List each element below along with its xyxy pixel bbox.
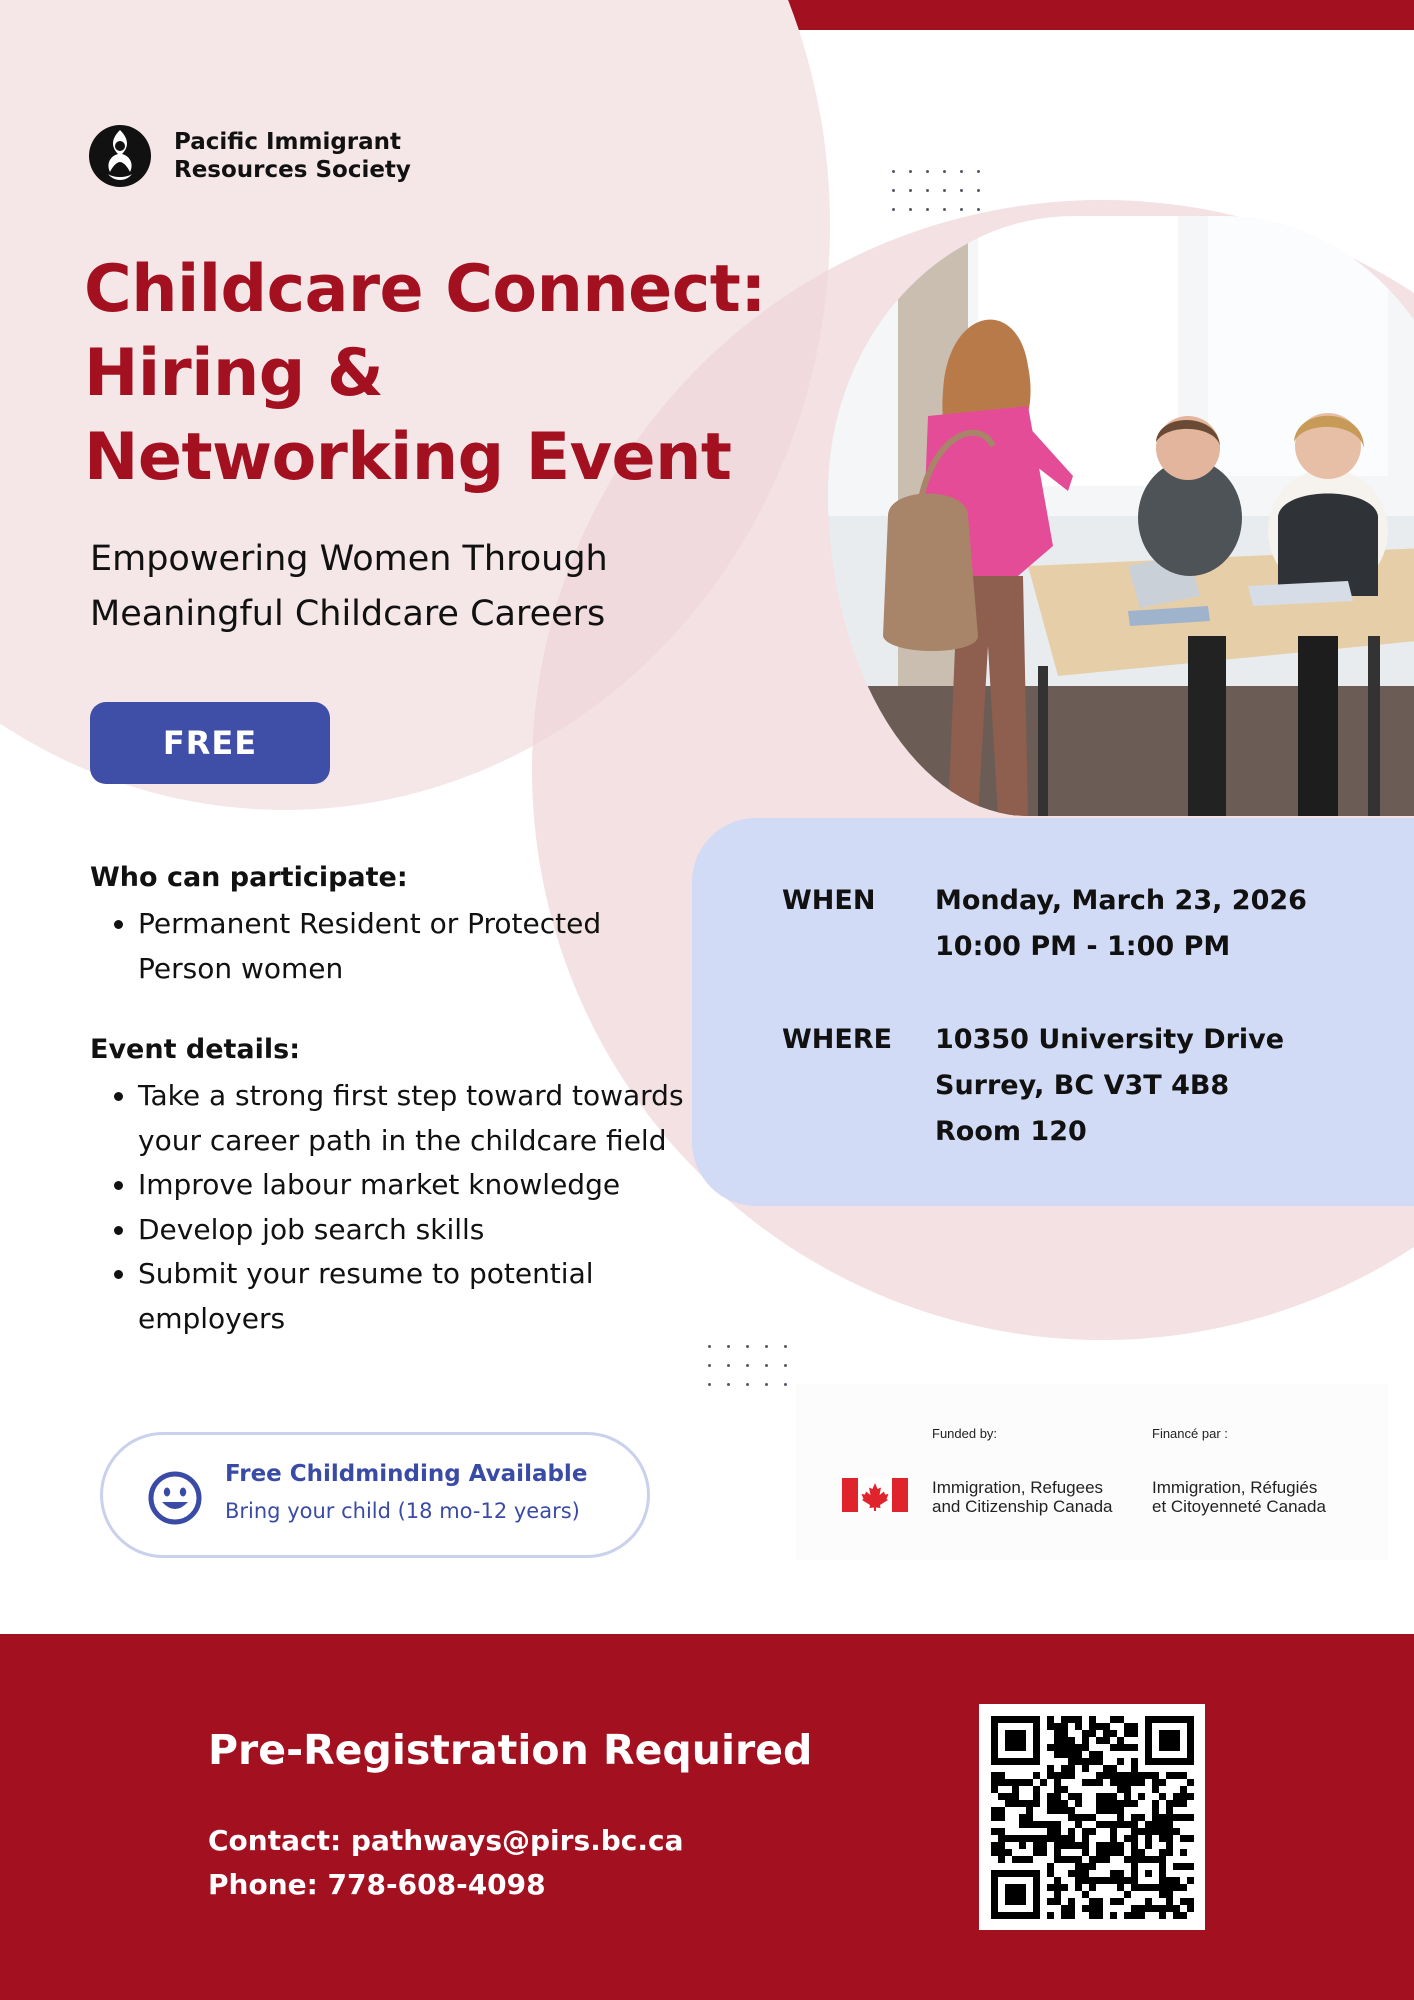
ircc-fr-line1: Immigration, Réfugiés xyxy=(1152,1478,1318,1497)
details-list xyxy=(90,1074,700,1341)
event-title xyxy=(84,248,804,500)
contact-email: Contact: pathways@pirs.bc.ca xyxy=(208,1824,684,1857)
org-name-line2: Resources Society xyxy=(174,157,411,183)
funded-by-label: Funded by: xyxy=(932,1426,998,1441)
when-row xyxy=(782,878,1307,970)
decorative-dots-middle xyxy=(708,1345,787,1386)
decorative-dot xyxy=(926,189,929,192)
ircc-en-line2: and Citizenship Canada xyxy=(932,1497,1113,1516)
flame-figure-icon xyxy=(88,124,152,188)
title-line2: Hiring & xyxy=(84,336,384,411)
decorative-dot xyxy=(977,208,980,211)
decorative-dot xyxy=(960,208,963,211)
canada-flag-icon xyxy=(842,1478,908,1512)
decorative-dot xyxy=(708,1364,711,1367)
decorative-dot xyxy=(784,1383,787,1386)
who-list xyxy=(90,902,700,991)
list-item: • Submit your resume to potential employers xyxy=(138,1252,700,1341)
ircc-english xyxy=(932,1478,1113,1516)
decorative-dot xyxy=(960,189,963,192)
list-item: • Develop job search skills xyxy=(138,1208,700,1253)
who-heading: Who can participate: xyxy=(90,862,408,893)
address-line3: Room 120 xyxy=(935,1116,1087,1147)
subtitle-line1: Empowering Women Through xyxy=(90,539,608,579)
org-name xyxy=(174,128,411,184)
where-label: WHERE xyxy=(782,1024,893,1055)
decorative-dot xyxy=(909,170,912,173)
decorative-dot xyxy=(960,170,963,173)
list-item: • Take a strong first step toward towards your career path in the childcare field xyxy=(138,1074,700,1163)
decorative-dot xyxy=(892,189,895,192)
ircc-fr-line2: et Citoyenneté Canada xyxy=(1152,1497,1326,1516)
decorative-dot xyxy=(727,1345,730,1348)
address-line1: 10350 University Drive xyxy=(935,1024,1285,1055)
event-date: Monday, March 23, 2026 xyxy=(935,885,1307,916)
decorative-dot xyxy=(892,208,895,211)
org-logo xyxy=(88,124,411,188)
decorative-dot xyxy=(926,170,929,173)
decorative-dot xyxy=(727,1383,730,1386)
details-section xyxy=(90,1030,700,1341)
decorative-dot xyxy=(943,189,946,192)
when-label: WHEN xyxy=(782,885,876,916)
decorative-dot xyxy=(909,208,912,211)
where-row xyxy=(782,1017,1284,1155)
who-section xyxy=(90,858,700,991)
org-name-line1: Pacific Immigrant xyxy=(174,129,402,155)
decorative-dot xyxy=(727,1364,730,1367)
free-badge: FREE xyxy=(90,702,330,784)
decorative-dots-top xyxy=(892,170,980,211)
decorative-dot xyxy=(784,1345,787,1348)
list-item: • Improve labour market knowledge xyxy=(138,1163,700,1208)
funding-block xyxy=(796,1384,1388,1560)
list-item: • Permanent Resident or Protected Person women xyxy=(138,902,700,991)
address-line2: Surrey, BC V3T 4B8 xyxy=(935,1070,1230,1101)
pre-registration-heading: Pre-Registration Required xyxy=(208,1726,813,1774)
decorative-dot xyxy=(926,208,929,211)
decorative-dot xyxy=(708,1383,711,1386)
when-value xyxy=(935,878,1307,970)
subtitle-line2: Meaningful Childcare Careers xyxy=(90,594,606,634)
decorative-dot xyxy=(746,1364,749,1367)
decorative-dot xyxy=(708,1345,711,1348)
where-value xyxy=(935,1017,1284,1155)
childminding-callout xyxy=(100,1432,650,1558)
decorative-dot xyxy=(765,1383,768,1386)
contact-phone: Phone: 778-608-4098 xyxy=(208,1868,546,1901)
childminding-title: Free Childminding Available xyxy=(225,1461,588,1487)
ircc-french xyxy=(1152,1478,1326,1516)
title-line3: Networking Event xyxy=(84,420,732,495)
decorative-dot xyxy=(765,1364,768,1367)
details-heading: Event details: xyxy=(90,1034,301,1065)
event-info-box xyxy=(692,818,1414,1206)
decorative-dot xyxy=(746,1383,749,1386)
decorative-dot xyxy=(977,170,980,173)
ircc-en-line1: Immigration, Refugees xyxy=(932,1478,1104,1497)
decorative-dot xyxy=(746,1345,749,1348)
decorative-dot xyxy=(943,170,946,173)
decorative-dot xyxy=(909,189,912,192)
decorative-dot xyxy=(765,1345,768,1348)
title-line1: Childcare Connect: xyxy=(84,252,766,327)
event-time: 10:00 PM - 1:00 PM xyxy=(935,931,1231,962)
decorative-dot xyxy=(943,208,946,211)
decorative-dot xyxy=(892,170,895,173)
smiley-face-icon xyxy=(147,1470,203,1526)
finance-par-label: Financé par : xyxy=(1152,1426,1228,1441)
decorative-dot xyxy=(784,1364,787,1367)
footer-band xyxy=(0,1634,1414,2000)
event-subtitle xyxy=(90,532,710,642)
decorative-dot xyxy=(977,189,980,192)
qr-code-icon[interactable] xyxy=(979,1704,1205,1930)
childminding-subtitle: Bring your child (18 mo-12 years) xyxy=(225,1499,580,1523)
event-photo xyxy=(828,216,1414,816)
